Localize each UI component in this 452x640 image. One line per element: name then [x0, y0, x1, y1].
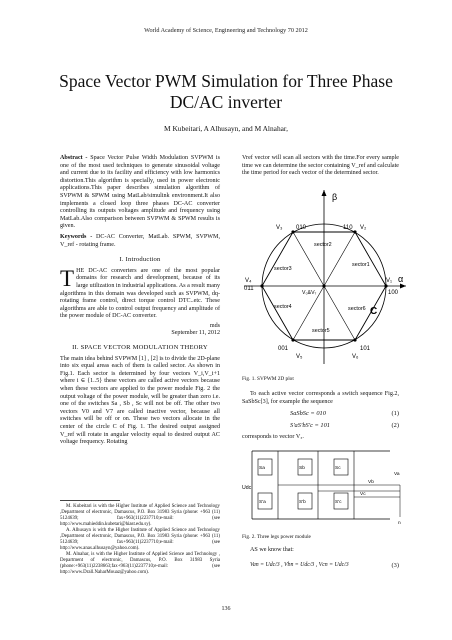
footnotes [60, 500, 220, 576]
sb-label: Sb [299, 466, 305, 471]
vertex-v2 [353, 230, 356, 233]
vc-label: Vc [360, 492, 366, 497]
fig2-caption: Fig. 2. Three legs power module [242, 534, 311, 540]
v5-label: V₅ [296, 354, 303, 360]
n-label: n [398, 521, 401, 525]
v2-code: 110 [343, 225, 353, 231]
vertex-v4 [260, 284, 263, 287]
v5-code: 001 [278, 346, 289, 352]
beta-arrow-icon [322, 190, 327, 196]
sector4-label: sector4 [274, 304, 292, 310]
section-1-heading: I. Introduction [119, 256, 161, 264]
corresponds-line: corresponds to vector V₃. [242, 434, 304, 440]
v1-label: V₁ [386, 278, 393, 284]
vertex-v6 [353, 338, 356, 341]
equation-3 [242, 562, 399, 569]
running-header: World Academy of Science, Engineering and Technology 70 2012 [144, 27, 308, 34]
sector6-label: sector6 [348, 306, 366, 312]
sc-label: Sc [335, 466, 341, 471]
equation-2 [242, 422, 399, 429]
sc-prime-label: S'c [335, 500, 342, 505]
v1-code: 100 [388, 290, 399, 296]
footnote-1: M. Kubeitari is with the Higher Institute of Applied Science and Technology ,Department of electronic, Damascus, P.O. Box 31983 Syria (phone: +963 (11) 5124639; fax+963(11)2237710;e-mail: (see http://www.mahieddin.kubetari@hiast.edu.sy). [60, 504, 220, 527]
abstract [60, 155, 220, 231]
vb-label: Vb [368, 480, 374, 485]
three-legs-power-module [240, 447, 408, 525]
footnote-rule [60, 500, 120, 501]
right-para-1: Vref vector will scan all sectors with the time.For every sample time we can determine the sector containing V_ref and calculate the time period for each vector of the determined sector. [242, 155, 399, 177]
section-2-heading: II. SPACE VECTOR MODULATION THEORY [72, 344, 208, 352]
va-label: Va [394, 472, 400, 477]
vertex-v3 [291, 230, 294, 233]
title-line-1: Space Vector PWM Simulation for Three Phase [59, 71, 393, 91]
circle-label: C [370, 306, 378, 317]
v3-label: V₃ [276, 225, 283, 231]
mds-mark: mds [209, 322, 220, 329]
eq3-body: Van = Udc/3 , Vbn = Udc/3 , Vcn = Udc/3 [250, 562, 349, 568]
title-line-2: DC/AC inverter [169, 92, 283, 112]
eq2-number: (2) [391, 422, 399, 429]
keywords-text: DC-AC Converter, MatLab. SPWM, SVPWM, V_ref - rotating frame. [60, 233, 220, 248]
beta-label: β [332, 192, 338, 202]
paper-title [30, 71, 422, 113]
abstract-label: Abstract - [60, 155, 88, 161]
alpha-label: α [398, 274, 404, 284]
sa-label: Sa [259, 466, 265, 471]
keywords-label: Keywords - [60, 233, 93, 240]
footnote-2: A. Alhusayn is with the Higher Institute of Applied Science and Technology ,Department of electronic, Damascus, P.O. Box 31983 Syria (phone: +963 (11) 5124639; fax+963(11)2237710;e-mail: (see http://www.anas.alhusayn@yahoo.com). [60, 528, 220, 551]
drop-cap: T [60, 265, 75, 291]
spoke-v2 [324, 232, 355, 286]
right-para-2: To each active vector corresponds a switch sequence Fig.2, SaSbSc[3], for example the sequence [242, 391, 399, 405]
abstract-text: Space Vector Pulse Width Modulation SVPWM is one of the most used techniques to generate sinusoidal voltage and current due to its facility and efficiency with low harmonics distortion.This algorithm is specially, used in power electronic applications.This paper describes simulation algorithm of SVPWM & SPWM using MatLab/simulink environment.It also implements a closed loop three phases DC-AC converter controlling its outputs voltages amplitude and frequency using MatLab.Also comparison between SVPWM & SPWM results is given. [60, 155, 220, 230]
intro-text: HE DC-AC converters are one of the most popular domains for research and development, because of its large utilization in industrial applications. As a result many algorithms in this domain was developed such as SVPWM, dq-rotating frame control, direct torque control DTC..etc. These algorithms are able to control output frequency and amplitude of the power module of DC-AC converter. [60, 267, 220, 320]
v6-code: 101 [360, 346, 371, 352]
alpha-arrow-icon [400, 284, 406, 289]
sector5-label: sector5 [312, 328, 330, 334]
as-we-know: AS we know that: [250, 547, 294, 553]
v3-code: 010 [296, 225, 307, 231]
sector1-label: sector1 [352, 262, 370, 268]
v6-label: V₆ [352, 354, 359, 360]
footnote-3: M. Alnahar, is with the Higher Institute of Applied Science and Technology , Department of electronic, Damascus, P.O. Box 31983 Syria (phone:+963(11)2238663;fax+963(11)2237710;e-mail: (see http://www.Drall.NaharMouaz@yahoo.com). [60, 552, 220, 575]
authors: M Kubeitari, A Alhusayn, and M Alnahar, [164, 124, 288, 133]
sa-prime-label: S'a [259, 500, 266, 505]
sector2-label: sector2 [314, 242, 332, 248]
v0v7-label: V₀&V₇ [302, 290, 317, 296]
date-line: September 11, 2012 [171, 330, 220, 337]
fig1-caption: Fig. 1. SVPWM 2D plot [242, 376, 294, 382]
introduction-paragraph [60, 265, 220, 321]
udc-label: Udc [242, 485, 252, 491]
equation-1 [242, 410, 399, 417]
v4-label: V₄ [245, 278, 252, 284]
vertex-v1 [384, 284, 387, 287]
eq1-number: (1) [391, 410, 399, 417]
sector3-label: sector3 [274, 266, 292, 272]
vertex-v5 [291, 338, 294, 341]
eq1-body: SaSbSc = 010 [290, 410, 326, 417]
eq3-number: (3) [391, 562, 399, 569]
v2-label: V₂ [360, 225, 367, 231]
svpwm-2d-plot [240, 186, 410, 366]
section-2-text: The main idea behind SVPWM [1] , [2] is to divide the 2D-plane into six equal areas each of them is called sector. As shown in Fig.1. Each sector is determined by four vectors V_i,V_i+1 where i ∈ {1..5} these vectors are called active vectors because when these vectors are applied to the power module Fig. 2 the output voltage of the power module, will be greater than zero i.e. one of the switches Sa , Sb , Sc will not be off. The other two vectors V0 and V7 are called inactive vector, because all switches will be off or on. These two vectors allocate in the center of the circle C of Fig. 1. The desired output assigned V_ref will rotate in angular velocity equal to desired output AC voltage frequency. Rotating [60, 355, 220, 446]
keywords [60, 234, 220, 249]
eq2-body: S'aS'bS'c = 101 [290, 422, 331, 429]
left-column [60, 155, 220, 447]
vertex-v0v7 [322, 284, 325, 287]
sb-prime-label: S'b [299, 500, 306, 505]
spoke-v3 [293, 232, 324, 286]
v4-code: 011 [244, 286, 254, 292]
page-number: 136 [221, 606, 231, 612]
